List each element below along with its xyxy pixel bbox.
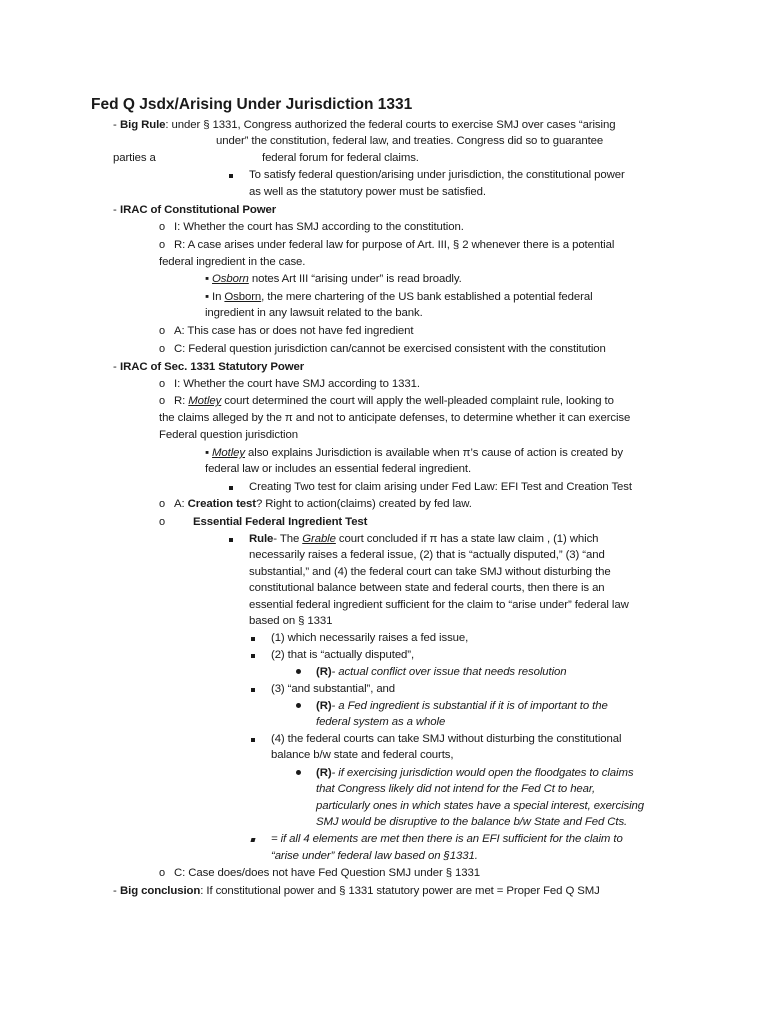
grable-rule-line-5: essential federal ingredient sufficient for the claim to “arise under” federal law [249, 599, 629, 611]
big-rule-text: : under § 1331, Congress authorized the federal courts to exercise SMJ over cases “arising [165, 119, 616, 131]
element-2: (2) that is “actually disputed”, [271, 649, 415, 661]
element-3-reason [316, 699, 608, 713]
element-2-reason [316, 665, 566, 679]
reason-text: - actual conflict over issue that needs resolution [331, 666, 567, 678]
case-name: Osborn [212, 273, 249, 285]
rule-label: Rule [249, 533, 274, 545]
dot-bullet-icon [296, 669, 301, 674]
big-rule-line-3b: federal forum for federal claims. [262, 152, 419, 164]
big-conclusion-label: Big conclusion [120, 885, 201, 897]
efi-conclusion: = if all 4 elements are met then there is an EFI sufficient for the claim to [271, 833, 623, 845]
irac-const-application: A: This case has or does not have fed ingredient [174, 325, 414, 337]
efi-conclusion-line-2: “arise under” federal law based on §1331. [271, 850, 478, 862]
square-bullet-icon: ▪ [205, 447, 209, 459]
irac-const-conclusion: C: Federal question jurisdiction can/cannot be exercised consistent with the constitution [174, 343, 606, 355]
reason-label: (R) [316, 666, 332, 678]
square-bullet-icon [251, 738, 255, 742]
motley-note [205, 446, 623, 460]
element-4-reason-line-3: particularly ones in which states have a special interest, exercising [316, 800, 645, 812]
case-name: Grable [302, 533, 336, 545]
page-title: Fed Q Jsdx/Arising Under Jurisdiction 1331 [91, 96, 413, 113]
big-rule-sub-2: as well as the statutory power must be satisfied. [249, 186, 486, 198]
grable-rule-line-4: constitutional balance between state and federal courts, then there is an [249, 582, 605, 594]
case-name: Motley [188, 395, 222, 407]
element-1: (1) which necessarily raises a fed issue, [271, 632, 469, 644]
big-rule-line-2: under” the constitution, federal law, and treaties. Congress did so to guarantee [216, 135, 604, 147]
bullet-dash: - [113, 885, 117, 897]
bullet-dash: - [113, 119, 117, 131]
irac-stat-rule-text: court determined the court will apply the well-pleaded complaint rule, looking to [221, 395, 614, 407]
circle-bullet-icon: o [159, 343, 166, 355]
osborn-note-2-line-2: ingredient in any lawsuit related to the bank. [205, 307, 423, 319]
grable-rule-line-2: necessarily raises a federal issue, (2) that is “actually disputed,” (3) “and [249, 549, 605, 561]
element-3-reason-line-2: federal system as a whole [316, 716, 446, 728]
element-4-reason-line-4: SMJ would be disruptive to the balance b/w State and Fed Cts. [316, 816, 628, 828]
square-bullet-icon [251, 637, 255, 641]
irac-stat-heading: IRAC of Sec. 1331 Statutory Power [120, 361, 305, 373]
irac-stat-application-text: ? Right to action(claims) created by fed law. [255, 498, 472, 510]
element-4: (4) the federal courts can take SMJ without disturbing the constitutional [271, 733, 622, 745]
efi-heading: Essential Federal Ingredient Test [193, 516, 368, 528]
square-bullet-icon [229, 486, 233, 490]
square-bullet-icon: ▪ [205, 291, 209, 303]
big-conclusion-text: : If constitutional power and § 1331 statutory power are met = Proper Fed Q SMJ [200, 885, 600, 897]
motley-note-text: also explains Jurisdiction is available when π’s cause of action is created by [244, 447, 623, 459]
irac-const-rule-2: federal ingredient in the case. [159, 256, 306, 268]
big-rule-line-1 [120, 118, 615, 132]
circle-bullet-icon: o [159, 867, 166, 879]
square-bullet-icon [250, 838, 255, 842]
circle-bullet-icon: o [159, 498, 166, 510]
element-3: (3) “and substantial”, and [271, 683, 396, 695]
big-rule-label: Big Rule [120, 119, 166, 131]
reason-label: (R) [316, 700, 332, 712]
osborn-note-1 [205, 272, 462, 286]
irac-stat-application-pre: A: [174, 498, 188, 510]
circle-bullet-icon: o [159, 378, 166, 390]
creation-test-label: Creation test [187, 498, 256, 510]
bullet-dash: - [113, 204, 117, 216]
irac-stat-rule-pre: R: [174, 395, 189, 407]
irac-const-rule: R: A case arises under federal law for purpose of Art. III, § 2 whenever there is a potential [174, 239, 615, 251]
osborn-note-1-text: notes Art III “arising under” is read broadly. [248, 273, 462, 285]
rule-pre: - The [273, 533, 303, 545]
circle-bullet-icon: o [159, 325, 166, 337]
irac-stat-rule-2: the claims alleged by the π and not to anticipate defenses, to determine whether it can exercise [159, 412, 631, 424]
irac-stat-application [174, 497, 472, 511]
dot-bullet-icon [296, 770, 301, 775]
rule-text: court concluded if π has a state law claim , (1) which [335, 533, 599, 545]
motley-note-line-2: federal law or includes an essential federal ingredient. [205, 463, 472, 475]
irac-const-heading: IRAC of Constitutional Power [120, 204, 277, 216]
circle-bullet-icon: o [159, 221, 166, 233]
square-bullet-icon [229, 538, 233, 542]
irac-stat-rule-3: Federal question jurisdiction [159, 429, 298, 441]
case-name: Osborn [224, 291, 262, 303]
element-4-line-2: balance b/w state and federal courts, [271, 749, 454, 761]
grable-rule-line-3: substantial,” and (4) the federal court can take SMJ without disturbing the [249, 566, 611, 578]
reason-text: - a Fed ingredient is substantial if it is of important to the [331, 700, 608, 712]
irac-stat-rule [174, 394, 614, 408]
big-conclusion [120, 884, 600, 898]
element-4-reason [316, 766, 633, 780]
element-4-reason-line-2: that Congress likely did not intend for the Fed Ct to hear, [316, 783, 596, 795]
reason-text: - if exercising jurisdiction would open the floodgates to claims [331, 767, 634, 779]
square-bullet-icon [251, 688, 255, 692]
osborn-note-2-pre: In [212, 291, 225, 303]
big-rule-sub-1: To satisfy federal question/arising under jurisdiction, the constitutional power [249, 169, 625, 181]
irac-stat-conclusion: C: Case does/does not have Fed Question SMJ under § 1331 [174, 867, 480, 879]
circle-bullet-icon: o [159, 239, 166, 251]
circle-bullet-icon: o [159, 516, 166, 528]
irac-stat-issue: I: Whether the court have SMJ according to 1331. [174, 378, 420, 390]
square-bullet-icon: ▪ [205, 273, 209, 285]
irac-const-issue: I: Whether the court has SMJ according to the constitution. [174, 221, 464, 233]
osborn-note-2 [205, 290, 593, 304]
circle-bullet-icon: o [159, 395, 166, 407]
square-bullet-icon [251, 654, 255, 658]
grable-rule-line-6: based on § 1331 [249, 615, 333, 627]
reason-label: (R) [316, 767, 332, 779]
dot-bullet-icon [296, 703, 301, 708]
case-name: Motley [212, 447, 245, 459]
creating-tests: Creating Two test for claim arising under Fed Law: EFI Test and Creation Test [249, 481, 632, 493]
big-rule-line-3a: parties a [113, 152, 156, 164]
square-bullet-icon [229, 174, 233, 178]
bullet-dash: - [113, 361, 117, 373]
osborn-note-2-text: , the mere chartering of the US bank established a potential federal [261, 291, 593, 303]
grable-rule-line-1 [249, 532, 598, 546]
